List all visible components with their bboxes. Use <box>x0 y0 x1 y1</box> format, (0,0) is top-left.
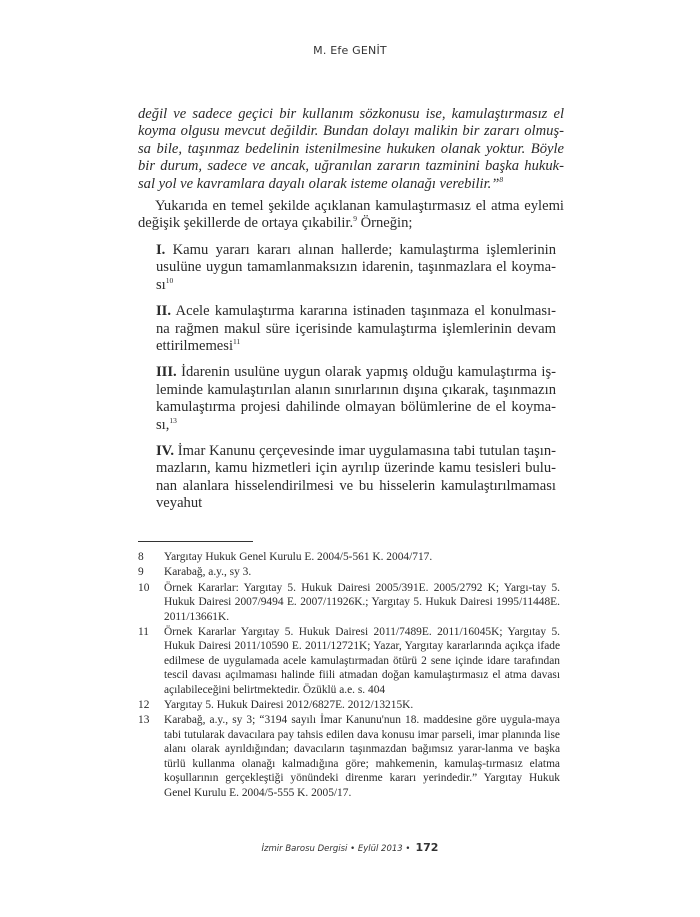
list-item <box>156 364 556 434</box>
item-text: İmar Kanunu çerçevesinde imar uygulamasına tabi tutulan taşın-mazların, kamu hizmetleri için ayrılıp üzerinde kamu tesisleri bulu-nan alanlara hisselendirilmesi ve bu hisselerin kamulaştırılmaması veyahut <box>156 443 556 512</box>
item-number: III. <box>156 364 177 381</box>
quote-paragraph <box>138 106 564 193</box>
footnote-divider <box>138 541 253 542</box>
intro-paragraph <box>138 198 564 233</box>
item-text: Acele kamulaştırma kararına istinaden taşınmaza el konulması-na rağmen makul süre içerisinde kamulaştırma işlemlerinin devam ettirilmemesi <box>156 303 556 355</box>
item-text: İdarenin usulüne uygun olarak yapmış olduğu kamulaştırma iş-leminde kamulaştırılan alanın sınırlarının dışına çıkarak, taşınmazın kamulaştırma projesi dahilinde olmayan bölümlerine de el koyma-sı, <box>156 364 556 433</box>
footnote-ref-8[interactable]: 8 <box>499 174 504 184</box>
intro-text-after: Örneğin; <box>356 215 413 232</box>
footnote <box>138 713 560 799</box>
intro-text: Yukarıda en temel şekilde açıklanan kamulaştırmasız el atma eylemi değişik şekillerde de ortaya çıkabilir. <box>138 198 564 232</box>
footnote-ref-9[interactable]: 9 <box>353 214 357 224</box>
footnote-number: 11 <box>138 626 149 639</box>
enumerated-list <box>156 242 556 522</box>
footnote-text: Karabağ, a.y., sy 3. <box>164 566 252 579</box>
footnote-ref-11[interactable]: 11 <box>233 337 241 347</box>
item-number: IV. <box>156 443 174 460</box>
footnote-number: 12 <box>138 699 150 712</box>
footnote-ref-13[interactable]: 13 <box>169 415 177 425</box>
running-footer <box>0 836 700 855</box>
list-item <box>156 242 556 294</box>
list-item <box>156 303 556 355</box>
footnote-text: Yargıtay Hukuk Genel Kurulu E. 2004/5-561 K. 2004/717. <box>164 551 433 563</box>
footnote-number: 13 <box>138 714 150 727</box>
footnotes <box>138 550 560 801</box>
footnote <box>138 550 560 564</box>
quote-text: değil ve sadece geçici bir kullanım sözkonusu ise, kamulaştırmasız el koyma olgusu mevcut değildir. Bundan dolayı malikin bir zararı olmuş-sa bile, taşınmaz bedelinin istenilmesine hukuken olanak yoktur. Böyle bir durum, sadece ve ancak, uğranılan zararın tazminini başka hukuk-sal yol ve kavramlara dayalı olarak isteme olanağı verebilir.” <box>138 106 564 192</box>
footnote-text: Karabağ, a.y., sy 3; “3194 sayılı İmar Kanunu'nun 18. maddesine göre uygula-maya tabi tutularak davacılara pay tahsis edilen dava konusu imar parseli, imar planında lise alanı olarak ayrıldığından; davacıların taşınmazdan bağımsız yarar-lanma ve başka türlü kullanma olanağı kalmadığına göre; mahkemenin, kamulaş-tırmasız elatma koşullarının gerçekleştiği yönündeki direnme kararı yerindedir.” Yargıtay Hukuk Genel Kurulu E. 2004/5-555 K. 2005/17. <box>164 714 560 799</box>
footnote <box>138 625 560 697</box>
footnote <box>138 565 560 579</box>
footnote-number: 10 <box>138 581 150 594</box>
item-number: I. <box>156 242 166 258</box>
list-item <box>156 443 556 513</box>
footnote-text: Örnek Kararlar Yargıtay 5. Hukuk Dairesi 2011/7489E. 2011/16045K; Yargıtay 5. Hukuk Dairesi 2011/10590 E. 2011/12721K; Yazar, Yargıtay kararlarında açıkça ifade edilmese de uygulamada acele kamulaştırmadan ötürü 2 sene içinde idare tarafından tescil davası açılmaması halinde fiili atmadan doğan kamulaştırmasız el atma davası açılabileceğini belirtmektedir. Özüklü a.e. s. 404 <box>164 626 560 696</box>
footnote <box>138 581 560 624</box>
footnote-number: 9 <box>138 566 144 579</box>
journal-name: İzmir Barosu Dergisi • Eylül 2013 • <box>261 844 411 854</box>
footnote-number: 8 <box>138 551 144 563</box>
author-name: M. Efe GENİT <box>313 44 387 57</box>
running-header <box>0 44 700 57</box>
item-text: Kamu yararı kararı alınan hallerde; kamulaştırma işlemlerinin usulüne uygun tamamlanmaksızın idarenin, taşınmazlara el koyma-sı <box>156 242 556 293</box>
footnote-text: Yargıtay 5. Hukuk Dairesi 2012/6827E. 2012/13215K. <box>164 699 414 712</box>
footnote <box>138 698 560 712</box>
footnote-text: Örnek Kararlar: Yargıtay 5. Hukuk Dairesi 2005/391E. 2005/2792 K; Yargı-tay 5. Hukuk Dairesi 2007/9494 E. 2007/11926K.; Yargıtay 5. Hukuk Dairesi 1995/11448E. 2011/13661K. <box>164 581 560 623</box>
footnote-ref-10[interactable]: 10 <box>165 275 174 285</box>
item-number: II. <box>156 303 172 320</box>
page-number: 172 <box>415 841 439 854</box>
